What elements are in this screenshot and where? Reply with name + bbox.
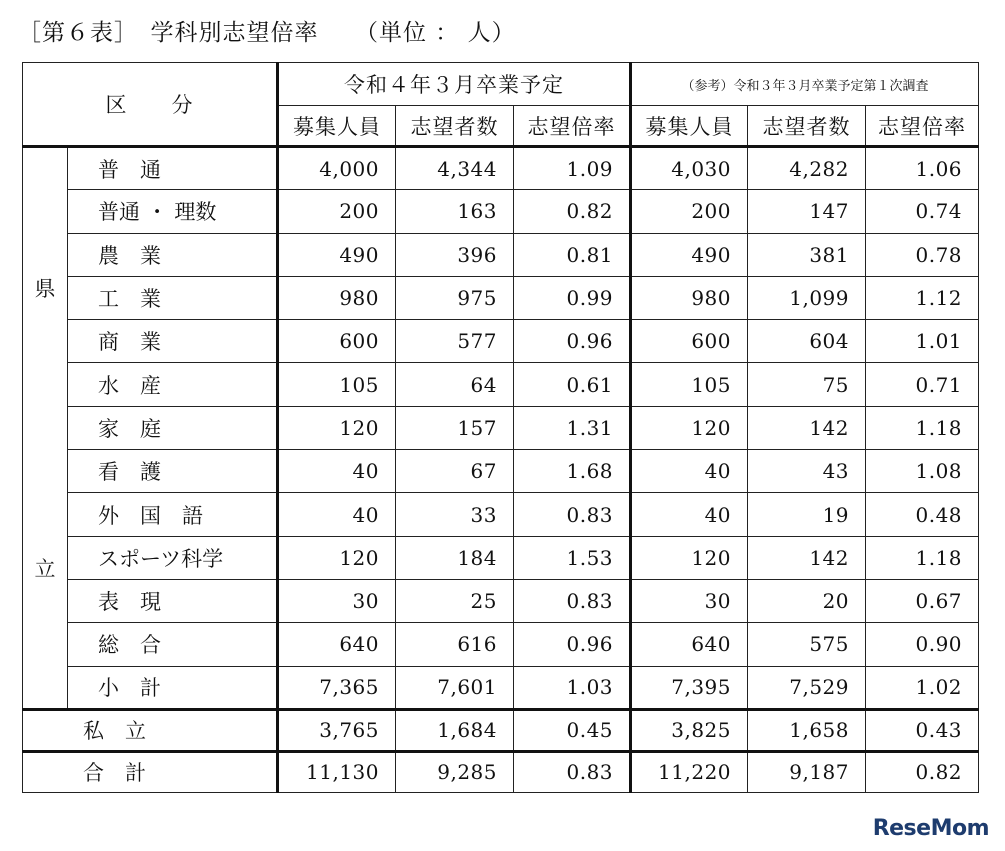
table-row [23,579,979,622]
col-ratio-header: 志望倍率 [514,106,631,147]
table-row [23,493,979,536]
ref-ratio-cell: 0.82 [866,751,979,793]
ratio-cell: 0.96 [514,320,631,363]
ref-ratio-cell: 0.74 [866,190,979,233]
resemom-logo: ReseMom [872,816,989,841]
ratio-cell: 0.45 [514,710,631,752]
ref-ratio-cell: 0.43 [866,710,979,752]
recruit-cell: 980 [278,276,396,319]
ref-ratio-cell: 1.01 [866,320,979,363]
ratio-cell: 1.68 [514,450,631,493]
recruit-cell: 200 [278,190,396,233]
department-name: 表 現 [98,590,161,615]
ratio-cell: 0.81 [514,233,631,276]
ref-ratio-cell: 0.48 [866,493,979,536]
department-name: 工 業 [98,287,161,312]
department-name-cell [68,493,278,536]
ref-applicants-cell: 1,099 [748,276,866,319]
table-row [23,406,979,449]
ref-applicants-cell: 381 [748,233,866,276]
department-name: 普 通 [98,157,161,182]
recruit-cell: 120 [278,406,396,449]
ref-applicants-cell: 19 [748,493,866,536]
ratio-cell: 1.03 [514,666,631,709]
ref-ratio-cell: 0.71 [866,363,979,406]
reference-period-header: （参考）令和３年３月卒業予定第１次調査 [631,63,979,106]
recruit-cell: 7,365 [278,666,396,709]
applicants-cell: 7,601 [396,666,514,709]
applicants-cell: 1,684 [396,710,514,752]
application-ratio-table [22,62,979,793]
applicants-cell: 157 [396,406,514,449]
ref-ratio-cell: 1.18 [866,536,979,579]
recruit-cell: 40 [278,493,396,536]
applicants-cell: 67 [396,450,514,493]
department-name: 普通 ・ 理数 [98,200,217,225]
ratio-cell: 0.83 [514,751,631,793]
ref-recruit-cell: 40 [631,450,748,493]
recruit-cell: 3,765 [278,710,396,752]
ref-applicants-cell: 575 [748,623,866,666]
recruit-cell: 105 [278,363,396,406]
ref-recruit-cell: 30 [631,579,748,622]
department-name: スポーツ科学 [98,546,224,571]
table-row [23,276,979,319]
ref-recruit-cell: 200 [631,190,748,233]
ref-ratio-cell: 1.08 [866,450,979,493]
ref-recruit-cell: 980 [631,276,748,319]
department-name-cell [68,450,278,493]
ratio-cell: 0.83 [514,579,631,622]
table-row [23,363,979,406]
ref-applicants-cell: 9,187 [748,751,866,793]
department-name: 水 産 [98,373,161,398]
ref-applicants-cell: 142 [748,406,866,449]
ref-applicants-cell: 7,529 [748,666,866,709]
ref-applicants-cell: 147 [748,190,866,233]
department-name-cell [68,320,278,363]
col-recruit-header: 募集人員 [278,106,396,147]
private-row-label-cell [23,710,278,752]
table-row [23,190,979,233]
ref-recruit-cell: 3,825 [631,710,748,752]
department-name-cell [68,190,278,233]
ref-recruit-cell: 120 [631,536,748,579]
ref-ratio-cell: 0.90 [866,623,979,666]
ref-recruit-cell: 40 [631,493,748,536]
recruit-cell: 600 [278,320,396,363]
ref-recruit-cell: 11,220 [631,751,748,793]
private-row-label: 私 立 [83,719,146,744]
ref-col-applicants-header: 志望者数 [748,106,866,147]
ratio-cell: 1.09 [514,147,631,190]
recruit-cell: 4,000 [278,147,396,190]
ref-applicants-cell: 1,658 [748,710,866,752]
department-name: 商 業 [98,330,161,355]
ref-ratio-cell: 1.18 [866,406,979,449]
total-row-label: 合 計 [83,761,146,786]
ref-recruit-cell: 7,395 [631,666,748,709]
ref-col-ratio-header: 志望倍率 [866,106,979,147]
ref-applicants-cell: 20 [748,579,866,622]
table-row [23,147,979,190]
applicants-cell: 616 [396,623,514,666]
table-row [23,320,979,363]
total-row [23,751,979,793]
prefectural-label-stack [23,148,67,708]
ref-recruit-cell: 120 [631,406,748,449]
department-name: 農 業 [98,243,161,268]
recruit-cell: 640 [278,623,396,666]
category-header-label: 区 分 [105,93,194,117]
applicants-cell: 184 [396,536,514,579]
ref-applicants-cell: 142 [748,536,866,579]
ref-ratio-cell: 0.78 [866,233,979,276]
recruit-cell: 120 [278,536,396,579]
ratio-cell: 0.96 [514,623,631,666]
prefectural-label-top: 県 [34,277,56,301]
ref-recruit-cell: 490 [631,233,748,276]
prefectural-group-label [23,147,68,710]
applicants-cell: 396 [396,233,514,276]
table-row [23,623,979,666]
recruit-cell: 30 [278,579,396,622]
col-applicants-header: 志望者数 [396,106,514,147]
applicants-cell: 25 [396,579,514,622]
ref-applicants-cell: 604 [748,320,866,363]
table-row [23,233,979,276]
ratio-cell: 0.83 [514,493,631,536]
table-row [23,536,979,579]
ratio-cell: 0.61 [514,363,631,406]
ref-recruit-cell: 4,030 [631,147,748,190]
category-header [23,63,278,147]
prefectural-label-bottom: 立 [34,557,56,581]
applicants-cell: 577 [396,320,514,363]
ref-ratio-cell: 1.06 [866,147,979,190]
ref-ratio-cell: 0.67 [866,579,979,622]
department-name: 看 護 [98,460,161,485]
table-row [23,450,979,493]
private-row [23,710,979,752]
department-name-cell [68,536,278,579]
ref-applicants-cell: 43 [748,450,866,493]
department-name-cell [68,623,278,666]
ratio-cell: 1.53 [514,536,631,579]
department-name: 家 庭 [98,416,161,441]
current-period-header: 令和４年３月卒業予定 [278,63,631,106]
ratio-cell: 1.31 [514,406,631,449]
department-name: 外 国 語 [98,503,203,528]
department-name: 小 計 [98,676,161,701]
department-name-cell [68,276,278,319]
department-name: 総 合 [98,633,161,658]
applicants-cell: 9,285 [396,751,514,793]
applicants-cell: 64 [396,363,514,406]
ref-applicants-cell: 4,282 [748,147,866,190]
header-row-1 [23,63,979,106]
department-name-cell [68,233,278,276]
department-name-cell [68,579,278,622]
department-name-cell [68,147,278,190]
department-name-cell [68,406,278,449]
ref-recruit-cell: 640 [631,623,748,666]
table-title: ［第６表］ 学科別志望倍率 （単位 ： 人） [18,20,516,46]
ref-recruit-cell: 600 [631,320,748,363]
recruit-cell: 490 [278,233,396,276]
department-name-cell [68,666,278,709]
ratio-cell: 0.82 [514,190,631,233]
ref-col-recruit-header: 募集人員 [631,106,748,147]
ref-recruit-cell: 105 [631,363,748,406]
applicants-cell: 33 [396,493,514,536]
department-name-cell [68,363,278,406]
ratio-cell: 0.99 [514,276,631,319]
applicants-cell: 163 [396,190,514,233]
applicants-cell: 975 [396,276,514,319]
ref-ratio-cell: 1.12 [866,276,979,319]
recruit-cell: 40 [278,450,396,493]
table-row [23,666,979,709]
ref-applicants-cell: 75 [748,363,866,406]
table-body [23,63,979,793]
total-row-label-cell [23,751,278,793]
recruit-cell: 11,130 [278,751,396,793]
applicants-cell: 4,344 [396,147,514,190]
ref-ratio-cell: 1.02 [866,666,979,709]
